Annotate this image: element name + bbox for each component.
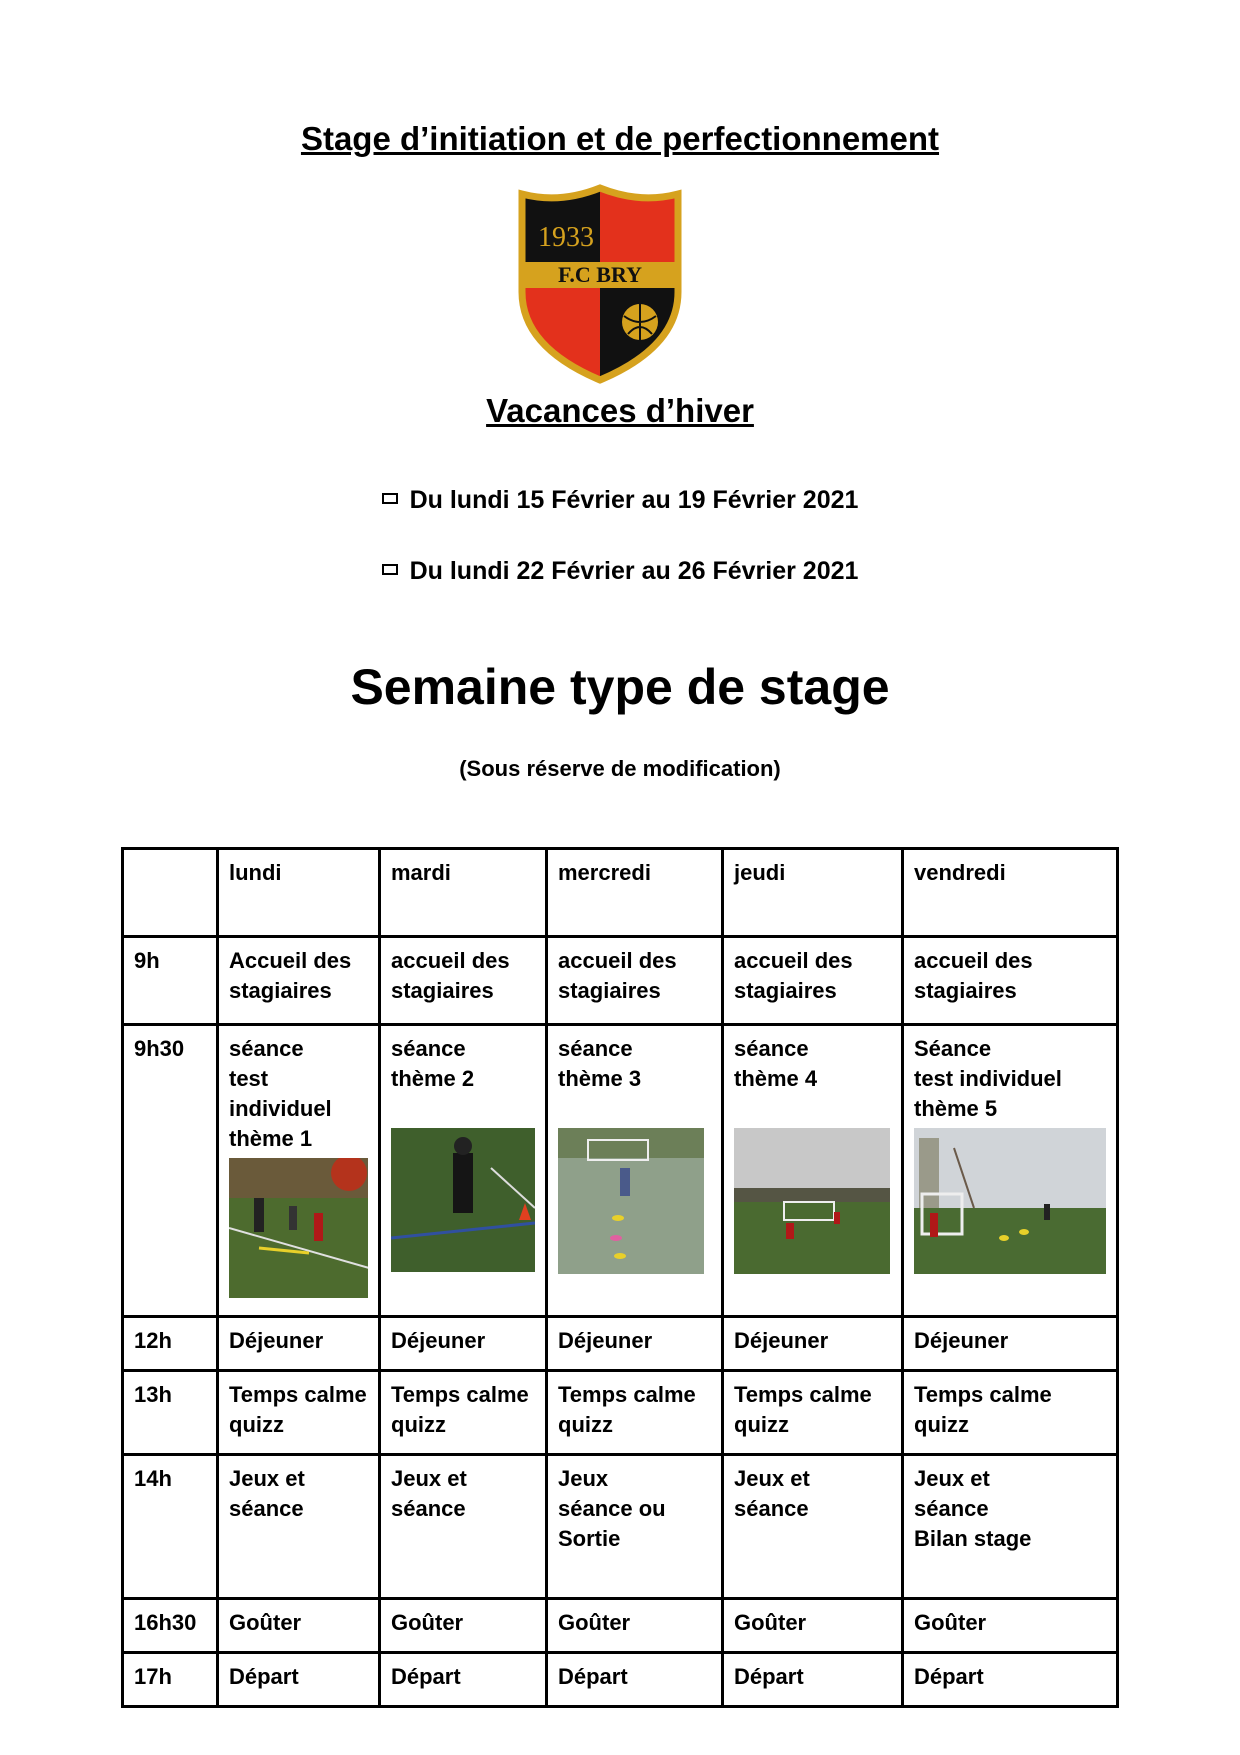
activity-cell: Goûter bbox=[380, 1599, 547, 1653]
activity-cell bbox=[380, 1025, 547, 1317]
activity-cell: Goûter bbox=[723, 1599, 903, 1653]
activity-cell bbox=[218, 1025, 380, 1317]
training-photo bbox=[914, 1128, 1106, 1274]
activity-cell: accueil des stagiaires bbox=[547, 937, 723, 1025]
activity-cell bbox=[903, 1025, 1118, 1317]
activity-cell: Jeux et séance bbox=[723, 1455, 903, 1599]
training-photo bbox=[558, 1128, 711, 1274]
header-row bbox=[123, 849, 1118, 937]
bullet-icon bbox=[382, 493, 398, 504]
table-row bbox=[123, 1317, 1118, 1371]
table-row bbox=[123, 1371, 1118, 1455]
activity-cell: accueil des stagiaires bbox=[903, 937, 1118, 1025]
activity-cell: Goûter bbox=[903, 1599, 1118, 1653]
svg-text:F.C BRY: F.C BRY bbox=[558, 262, 642, 287]
training-photo bbox=[391, 1128, 535, 1272]
subtitle: Vacances d’hiver bbox=[486, 392, 754, 429]
activity-cell: Jeux et séance Bilan stage bbox=[903, 1455, 1118, 1599]
activity-cell: Déjeuner bbox=[903, 1317, 1118, 1371]
activity-cell: Déjeuner bbox=[380, 1317, 547, 1371]
time-cell: 9h bbox=[123, 937, 218, 1025]
activity-text: séance thème 2 bbox=[391, 1036, 475, 1091]
day-header: lundi bbox=[218, 849, 380, 937]
time-cell: 9h30 bbox=[123, 1025, 218, 1317]
day-header: jeudi bbox=[723, 849, 903, 937]
activity-cell: Jeux et séance bbox=[380, 1455, 547, 1599]
activity-cell bbox=[723, 1025, 903, 1317]
activity-cell: Temps calme quizz bbox=[903, 1371, 1118, 1455]
table-row bbox=[123, 1653, 1118, 1707]
activity-cell: Accueil des stagiaires bbox=[218, 937, 380, 1025]
activity-cell: Temps calme quizz bbox=[723, 1371, 903, 1455]
table-row bbox=[123, 1599, 1118, 1653]
date-item: Du lundi 15 Février au 19 Février 2021 bbox=[0, 486, 1240, 515]
activity-cell: Temps calme quizz bbox=[218, 1371, 380, 1455]
page-title: Stage d’initiation et de perfectionnement bbox=[300, 120, 940, 157]
svg-text:1933: 1933 bbox=[538, 222, 594, 253]
activity-cell: Départ bbox=[218, 1653, 380, 1707]
activity-cell: Goûter bbox=[218, 1599, 380, 1653]
club-logo bbox=[510, 182, 690, 388]
schedule-table bbox=[121, 847, 1119, 1708]
time-cell: 14h bbox=[123, 1455, 218, 1599]
week-title: Semaine type de stage bbox=[350, 659, 890, 715]
activity-cell: Départ bbox=[903, 1653, 1118, 1707]
activity-cell: Temps calme quizz bbox=[547, 1371, 723, 1455]
activity-cell: accueil des stagiaires bbox=[380, 937, 547, 1025]
bullet-icon bbox=[382, 564, 398, 575]
activity-cell: Temps calme quizz bbox=[380, 1371, 547, 1455]
table-row bbox=[123, 1455, 1118, 1599]
training-photo bbox=[734, 1128, 891, 1274]
time-cell: 16h30 bbox=[123, 1599, 218, 1653]
activity-cell: accueil des stagiaires bbox=[723, 937, 903, 1025]
activity-cell: Déjeuner bbox=[723, 1317, 903, 1371]
activity-cell: Départ bbox=[380, 1653, 547, 1707]
activity-cell: Jeux séance ou Sortie bbox=[547, 1455, 723, 1599]
date-item: Du lundi 22 Février au 26 Février 2021 bbox=[0, 557, 1240, 586]
activity-text: séance test individuel thème 1 bbox=[229, 1036, 332, 1151]
time-cell: 12h bbox=[123, 1317, 218, 1371]
day-header: mercredi bbox=[547, 849, 723, 937]
activity-cell: Goûter bbox=[547, 1599, 723, 1653]
training-photo bbox=[229, 1158, 368, 1298]
table-row bbox=[123, 1025, 1118, 1317]
activity-cell: Départ bbox=[723, 1653, 903, 1707]
table-row bbox=[123, 937, 1118, 1025]
note: (Sous réserve de modification) bbox=[459, 756, 781, 781]
day-header: mardi bbox=[380, 849, 547, 937]
activity-cell: Jeux et séance bbox=[218, 1455, 380, 1599]
activity-cell: Déjeuner bbox=[218, 1317, 380, 1371]
activity-cell bbox=[547, 1025, 723, 1317]
activity-text: Séance test individuel thème 5 bbox=[914, 1036, 1062, 1121]
activity-text: séance thème 4 bbox=[734, 1036, 818, 1091]
time-cell: 17h bbox=[123, 1653, 218, 1707]
corner-cell bbox=[123, 849, 218, 937]
activity-cell: Départ bbox=[547, 1653, 723, 1707]
activity-cell: Déjeuner bbox=[547, 1317, 723, 1371]
activity-text: séance thème 3 bbox=[558, 1036, 642, 1091]
day-header: vendredi bbox=[903, 849, 1118, 937]
time-cell: 13h bbox=[123, 1371, 218, 1455]
